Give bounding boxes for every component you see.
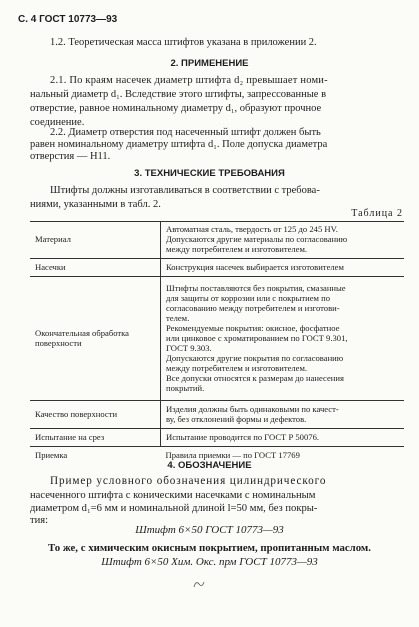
cell-line: телем. <box>166 313 190 323</box>
designation-example-1: Штифт 6×50 ГОСТ 10773—93 <box>135 524 284 536</box>
cell-line: Все допуски относятся к размерам до нанесения <box>166 373 344 383</box>
cell-line: Допускаются другие покрытия по согласованию <box>166 353 344 363</box>
requirements-table <box>30 221 404 462</box>
cell-line: Испытание проводится по ГОСТ Р 50076. <box>166 432 320 442</box>
cell-line: Штифты поставляются без покрытия, смазанные <box>166 283 346 293</box>
paragraph-line: 2.1. По краям насечек диаметр штифта d₂ превышает номи- <box>50 75 328 86</box>
page-header: С. 4 ГОСТ 10773—93 <box>18 14 118 25</box>
section-2-title: 2. ПРИМЕНЕНИЕ <box>170 58 249 69</box>
paragraph-line: соединение. <box>30 117 85 128</box>
paragraph-line: Штифты должны изготавливаться в соответствии с требова- <box>50 185 320 196</box>
cell-line: Рекомендуемые покрытия: окисное, фосфатное <box>166 323 340 333</box>
cell-line: или цинковое с хроматированием по ГОСТ 9.301, <box>166 333 348 343</box>
designation-example-2-caption: То же, с химическим окисным покрытием, пропитанным маслом. <box>48 542 371 554</box>
cell-line: ву, без отклонений формы и дефектов. <box>166 414 307 424</box>
cell-line: Допускаются другие материалы по согласованию <box>166 234 348 245</box>
table-row <box>30 400 404 428</box>
cell-line: между потребителем и изготовителем. <box>166 363 308 373</box>
cell-line: Автоматная сталь, твердость от 125 до 245 HV. <box>166 224 338 235</box>
table-row <box>30 258 404 276</box>
cell-line: Правила приемки — по ГОСТ 17769 <box>165 449 300 460</box>
table-cell-name: Насечки <box>30 258 161 276</box>
cell-line: между потребителем и изготовителем. <box>166 244 308 255</box>
cell-line: ГОСТ 9.303. <box>166 343 212 353</box>
table-cell-name: Материал <box>30 221 161 258</box>
paragraph-line: насеченного штифта с коническими насечками с номинальным <box>30 490 316 501</box>
table-cell-name: Испытание на срез <box>30 428 161 446</box>
paragraph-line: отверстия — Н11. <box>30 151 111 162</box>
paragraph-line: отверстие, равное номинальному диаметру d₁, образуют прочное <box>30 103 322 114</box>
paragraph-line: равен номинальному диаметру штифта d₁. Поле допуска диаметра <box>30 139 328 150</box>
table-cell-value <box>161 258 405 276</box>
table-cell-name: Качество поверхности <box>30 400 161 428</box>
paragraph-line: 2.2. Диаметр отверстия под насеченный штифт должен быть <box>50 127 321 138</box>
table-row <box>30 428 404 446</box>
table-cell-value <box>161 400 405 428</box>
table-row <box>30 221 404 258</box>
section-4-title: 4. ОБОЗНАЧЕНИЕ <box>167 460 252 471</box>
table-cell-name: Приемка <box>30 446 161 462</box>
cell-line: для защиты от коррозии или с покрытием по <box>166 293 331 303</box>
table-label: Таблица 2 <box>351 208 403 219</box>
page-mark-icon <box>192 578 206 590</box>
cell-line: Изделия должны быть одинаковыми по качест- <box>166 404 339 414</box>
paragraph-line: тия: <box>30 515 49 526</box>
table-cell-value <box>161 428 405 446</box>
paragraph-1-2: 1.2. Теоретическая масса штифтов указана в приложении 2. <box>50 37 317 48</box>
designation-example-2: Штифт 6×50 Хим. Окс. прм ГОСТ 10773—93 <box>101 556 318 568</box>
paragraph-line: ниями, указанными в табл. 2. <box>30 199 161 210</box>
table-cell-value <box>161 221 405 258</box>
cell-line: согласованию между потребителем и изготови- <box>166 303 340 313</box>
paragraph-line: Пример условного обозначения цилиндрического <box>50 475 327 487</box>
paragraph-line: диаметром d₁=6 мм и номинальной длиной l=50 мм, без покры- <box>30 503 318 514</box>
cell-line: покрытий. <box>166 383 205 393</box>
table-row <box>30 276 404 400</box>
table-cell-name: Окончательная обработка поверхности <box>30 276 161 400</box>
table-cell-value <box>161 276 405 400</box>
cell-line: Конструкция насечек выбирается изготовителем <box>166 262 344 272</box>
paragraph-line: нальный диаметр d₁. Вследствие этого штифты, запрессованные в <box>30 89 327 100</box>
section-3-title: 3. ТЕХНИЧЕСКИЕ ТРЕБОВАНИЯ <box>134 168 285 179</box>
